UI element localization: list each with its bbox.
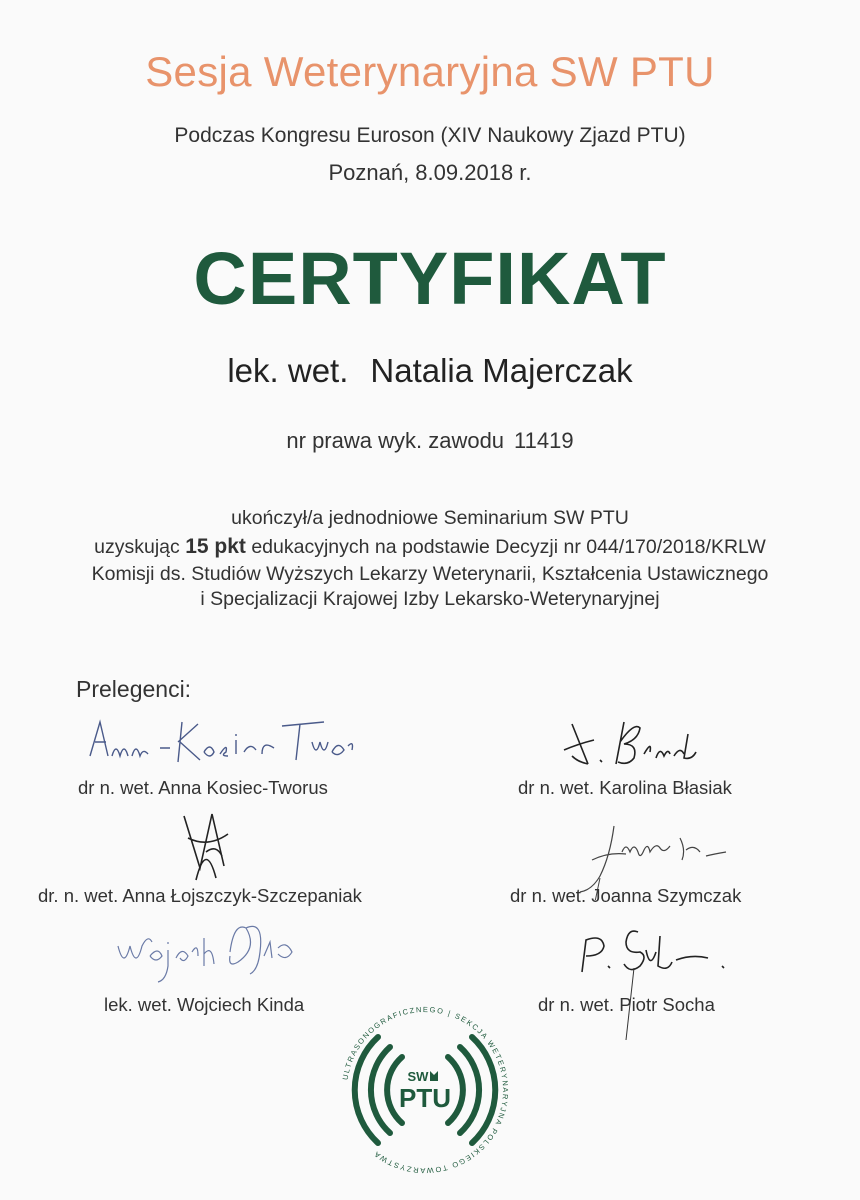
logo-ring-text: ULTRASONOGRAFICZNEGO | SEKCJA WETERYNARYJNA POLSKIEGO TOWARZYSTWA — [340, 1004, 511, 1176]
signature-kinda — [112, 918, 342, 998]
certificate-heading: CERTYFIKAT — [193, 237, 667, 320]
speaker-name: dr n. wet. Joanna Szymczak — [510, 885, 742, 906]
points-line — [0, 535, 860, 559]
speaker-name: dr n. wet. Karolina Błasiak — [518, 777, 732, 798]
license-label: nr prawa wyk. zawodu — [286, 428, 505, 453]
commission-line: Komisji ds. Studiów Wyższych Lekarzy Weterynarii, Kształcenia Ustawicznego — [91, 563, 769, 585]
signature-lojszczyk — [176, 808, 246, 888]
speaker-name: dr n. wet. Anna Kosiec-Tworus — [78, 777, 328, 798]
congress-subtitle: Podczas Kongresu Euroson (XIV Naukowy Zjazd PTU) — [174, 124, 686, 147]
signature-blasiak — [560, 714, 730, 774]
recipient-name: Natalia Majerczak — [370, 352, 633, 389]
signature-kosiec-tworus — [86, 712, 356, 772]
chamber-line: i Specjalizacji Krajowej Izby Lekarsko-Weterynaryjnej — [200, 588, 660, 610]
recipient-line — [0, 352, 860, 390]
license-number: 11419 — [514, 428, 574, 453]
speaker-name: dr. n. wet. Anna Łojszczyk-Szczepaniak — [38, 885, 362, 906]
completion-line: ukończył/a jednodniowe Seminarium SW PTU — [231, 507, 629, 529]
points-suffix: edukacyjnych na podstawie Decyzji nr 044/170/2018/KRLW — [251, 536, 766, 558]
signature-socha — [568, 920, 738, 1050]
recipient-title: lek. wet. — [227, 352, 349, 389]
speaker-name: dr n. wet. Piotr Socha — [538, 994, 715, 1015]
session-title: Sesja Weterynaryjna SW PTU — [145, 48, 715, 95]
speakers-heading: Prelegenci: — [76, 676, 192, 702]
points-value: 15 pkt — [185, 535, 246, 558]
logo-sw-text: SW — [407, 1069, 429, 1084]
place-date: Poznań, 8.09.2018 r. — [328, 160, 532, 185]
license-line — [0, 428, 860, 454]
cat-icon — [430, 1071, 438, 1081]
logo-ptu-text: PTU — [399, 1083, 451, 1113]
points-prefix: uzyskując — [94, 536, 180, 558]
speaker-name: lek. wet. Wojciech Kinda — [104, 994, 305, 1015]
sw-ptu-logo — [330, 995, 520, 1185]
